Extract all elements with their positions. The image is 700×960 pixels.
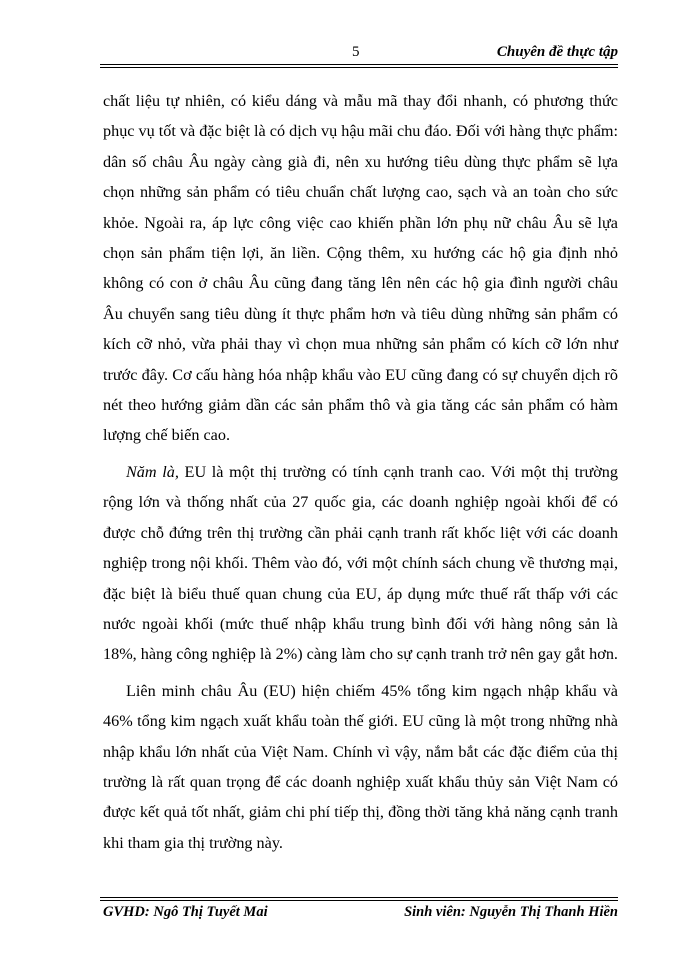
paragraph-2-lead: Năm là, bbox=[126, 462, 179, 481]
page-number: 5 bbox=[352, 44, 360, 60]
header-title: Chuyên đề thực tập bbox=[496, 44, 618, 60]
page-header bbox=[100, 42, 618, 66]
footer-rule-thin bbox=[100, 900, 618, 901]
document-body bbox=[103, 86, 618, 858]
paragraph-2-text: EU là một thị trường có tính cạnh tranh cao. Với một thị trường rộng lớn và thống nhất của 27 quốc gia, các doanh nghiệp ngoài khối để có được chỗ đứng trên thị trường cần phải cạnh tranh rất khốc liệt với các doanh nghiệp trong nội khối. Thêm vào đó, với một chính sách chung về thương mại, đặc biệt là biểu thuế quan chung của EU, áp dụng mức thuế rất thấp với các nước ngoài khối (mức thuế nhập khẩu trung bình đối với hàng nông sản là 18%, hàng công nghiệp là 2%) càng làm cho sự cạnh tranh trở nên gay gắt hơn. bbox=[103, 462, 618, 664]
paragraph-3: Liên minh châu Âu (EU) hiện chiếm 45% tổng kim ngạch nhập khẩu và 46% tổng kim ngạch xuất khẩu toàn thế giới. EU cũng là một trong những nhà nhập khẩu lớn nhất của Việt Nam. Chính vì vậy, nắm bắt các đặc điểm của thị trường là rất quan trọng để các doanh nghiệp xuất khẩu thủy sản Việt Nam có được kết quả tốt nhất, giảm chi phí tiếp thị, đồng thời tăng khả năng cạnh tranh khi tham gia thị trường này. bbox=[103, 681, 618, 852]
footer-student: Sinh viên: Nguyễn Thị Thanh Hiền bbox=[404, 904, 618, 920]
footer-rule bbox=[100, 897, 618, 898]
paragraph-1: chất liệu tự nhiên, có kiểu dáng và mẫu mã thay đổi nhanh, có phương thức phục vụ tốt và đặc biệt là có dịch vụ hậu mãi chu đáo. Đối với hàng thực phẩm: dân số châu Âu ngày càng già đi, nên xu hướng tiêu dùng thực phẩm sẽ lựa chọn những sản phẩm có tiêu chuẩn chất lượng cao, sạch và an toàn cho sức khỏe. Ngoài ra, áp lực công việc cao khiến phần lớn phụ nữ châu Âu sẽ lựa chọn sản phẩm tiện lợi, ăn liền. Cộng thêm, xu hướng các hộ gia định nhỏ không có con ở châu Âu cũng đang tăng lên nên các hộ gia đình người châu Âu chuyển sang tiêu dùng ít thực phẩm hơn và tiêu dùng những sản phẩm có kích cỡ nhỏ, vừa phải thay vì chọn mua những sản phẩm có kích cỡ lớn như trước đây. Cơ cấu hàng hóa nhập khẩu vào EU cũng đang có sự chuyển dịch rõ nét theo hướng giảm dần các sản phẩm thô và gia tăng các sản phẩm có hàm lượng chế biến cao. bbox=[103, 92, 618, 445]
header-rule-thin bbox=[100, 67, 618, 68]
header-rule bbox=[100, 64, 618, 65]
footer-advisor: GVHD: Ngô Thị Tuyết Mai bbox=[103, 904, 268, 920]
paragraph-2 bbox=[103, 457, 618, 670]
